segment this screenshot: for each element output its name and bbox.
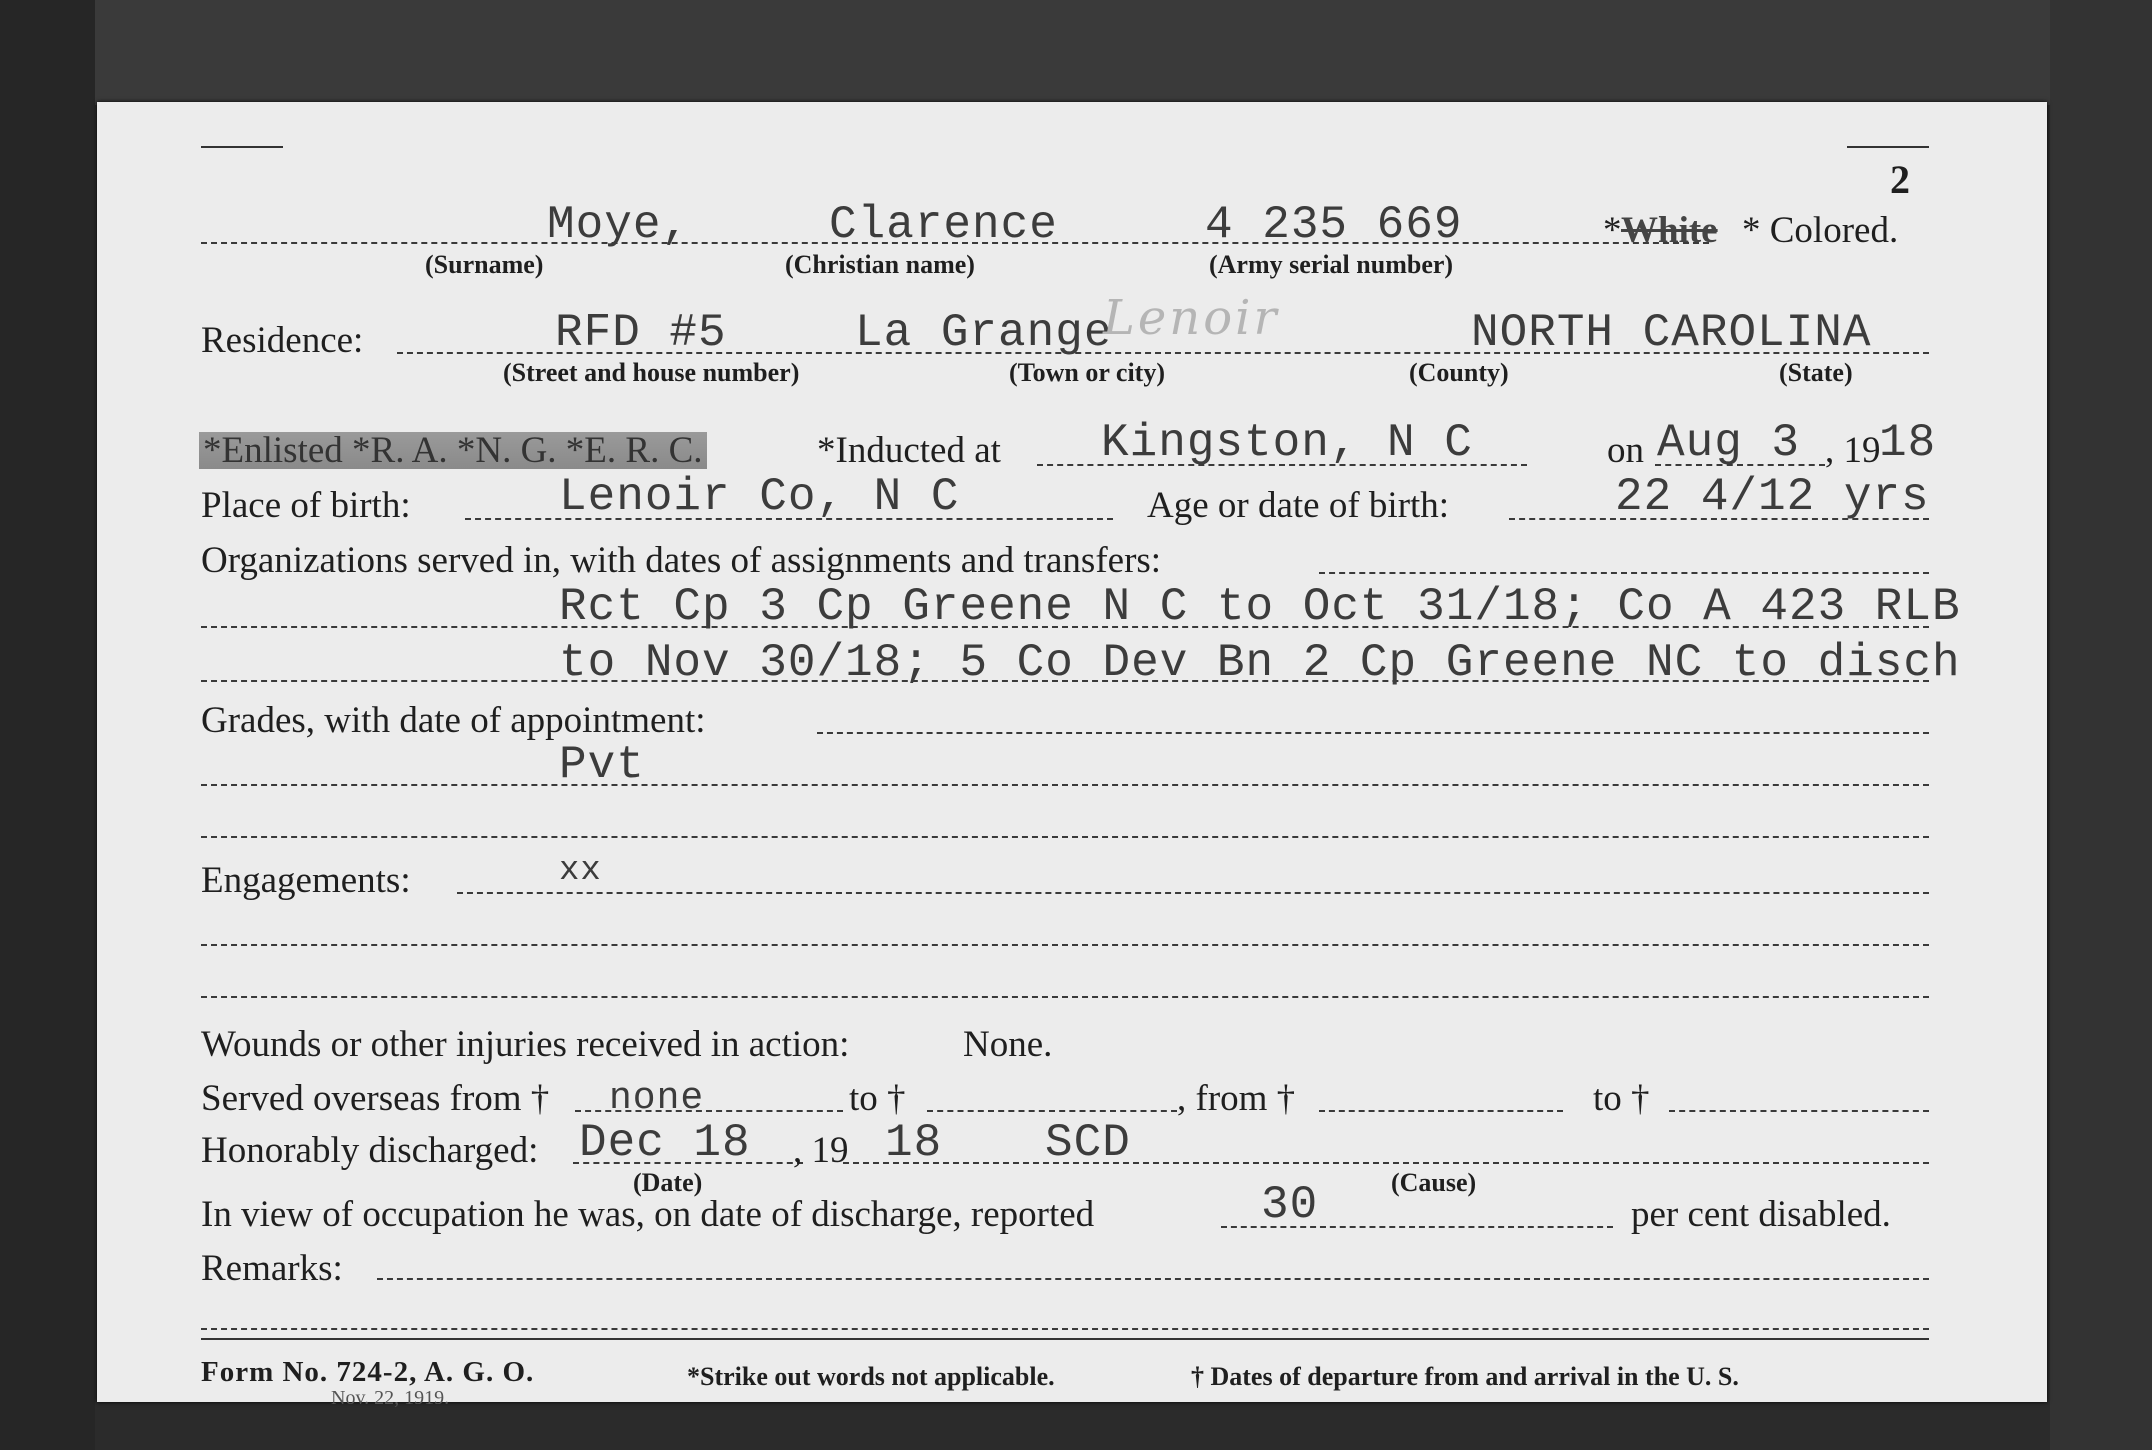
race-prefix: *	[1603, 210, 1622, 251]
grades-line-1	[201, 784, 1929, 786]
card-number: 2	[1890, 157, 1910, 202]
engagements-line-0	[457, 892, 1929, 894]
induction-year-value: 18	[1879, 417, 1937, 469]
state-caption: (State)	[1779, 358, 1853, 387]
form-number: Form No. 724-2, A. G. O.	[201, 1356, 535, 1388]
residence-label: Residence:	[201, 320, 364, 361]
grades-label: Grades, with date of appointment:	[201, 700, 706, 741]
discharge-label: Honorably discharged:	[201, 1130, 539, 1171]
serial-number-value: 4 235 669	[1205, 199, 1463, 251]
remarks-line-0	[377, 1278, 1929, 1280]
engagements-line-1	[201, 944, 1929, 946]
on-label: on	[1607, 430, 1644, 471]
dark-background-top	[95, 0, 2055, 105]
state-value: NORTH CAROLINA	[1471, 307, 1872, 359]
organizations-line2-value: to Nov 30/18; 5 Co Dev Bn 2 Cp Greene NC to disch	[559, 637, 1961, 689]
dark-background-left	[0, 0, 95, 1450]
surname-caption: (Surname)	[425, 250, 544, 279]
discharge-date-value: Dec 18	[579, 1117, 751, 1169]
induction-date-value: Aug 3	[1657, 417, 1801, 469]
overseas-from2-label: , from †	[1177, 1078, 1296, 1119]
overseas-to1-line	[927, 1110, 1177, 1112]
overseas-label: Served overseas from †	[201, 1078, 550, 1119]
engagements-line-2	[201, 996, 1929, 998]
serial-number-caption: (Army serial number)	[1209, 250, 1454, 279]
race-selected-option: * Colored.	[1742, 210, 1899, 251]
engagements-value: xx	[559, 852, 602, 890]
discharge-cause-caption: (Cause)	[1391, 1168, 1477, 1197]
grade-value: Pvt	[559, 739, 645, 791]
disability-label: In view of occupation he was, on date of discharge, reported	[201, 1194, 1095, 1235]
race-struck-option: White	[1621, 210, 1718, 251]
organizations-label: Organizations served in, with dates of assignments and transfers:	[201, 540, 1162, 581]
overseas-from2-line	[1319, 1110, 1563, 1112]
overseas-from1-value: none	[609, 1077, 705, 1120]
discharge-cause-value: SCD	[1045, 1117, 1131, 1169]
service-record-card	[97, 102, 2047, 1409]
form-date: Nov. 22, 1919.	[331, 1387, 450, 1409]
footer-note-strike: *Strike out words not applicable.	[687, 1362, 1055, 1391]
age-value: 22 4/12 yrs	[1615, 471, 1930, 523]
disability-suffix: per cent disabled.	[1631, 1194, 1891, 1235]
street-value: RFD #5	[555, 307, 727, 359]
remarks-line-1	[201, 1328, 1929, 1330]
organizations-line-0	[1319, 572, 1929, 574]
overseas-to2-label: to †	[1593, 1078, 1650, 1119]
discharge-cause-line	[843, 1162, 1929, 1164]
christian-name-value: Clarence	[829, 199, 1058, 251]
county-caption: (County)	[1409, 358, 1509, 387]
age-label: Age or date of birth:	[1147, 485, 1450, 526]
street-caption: (Street and house number)	[503, 358, 800, 387]
top-left-rule	[201, 146, 283, 148]
top-right-rule	[1847, 146, 1929, 148]
engagements-label: Engagements:	[201, 860, 411, 901]
year-prefix: , 19	[1825, 430, 1881, 471]
inducted-place-value: Kingston, N C	[1101, 417, 1473, 469]
discharge-year-prefix: , 19	[793, 1130, 849, 1171]
wounds-value: None.	[963, 1024, 1053, 1065]
remarks-label: Remarks:	[201, 1248, 343, 1289]
overseas-to2-line	[1669, 1110, 1929, 1112]
dark-background-right	[2050, 0, 2152, 1450]
town-caption: (Town or city)	[1009, 358, 1165, 387]
grades-line-2	[201, 836, 1929, 838]
footer-rule	[201, 1338, 1929, 1340]
discharge-year-value: 18	[885, 1117, 943, 1169]
place-of-birth-value: Lenoir Co, N C	[559, 471, 960, 523]
organizations-line1-value: Rct Cp 3 Cp Greene N C to Oct 31/18; Co A 423 RLB	[559, 581, 1961, 633]
enlistment-struck-options: *Enlisted *R. A. *N. G. *E. R. C.	[199, 432, 707, 469]
discharge-date-caption: (Date)	[633, 1168, 703, 1197]
inducted-label: *Inducted at	[817, 430, 1001, 471]
place-of-birth-label: Place of birth:	[201, 485, 411, 526]
christian-name-caption: (Christian name)	[785, 250, 975, 279]
county-handwritten-value: Lenoir	[1103, 290, 1280, 346]
wounds-label: Wounds or other injuries received in action:	[201, 1024, 850, 1065]
grades-line-0	[817, 732, 1929, 734]
surname-value: Moye,	[547, 199, 691, 251]
overseas-to1-label: to †	[849, 1078, 906, 1119]
town-value: La Grange	[855, 307, 1113, 359]
footer-note-dates: † Dates of departure from and arrival in the U. S.	[1191, 1362, 1739, 1391]
disability-percent-value: 30	[1261, 1179, 1319, 1231]
